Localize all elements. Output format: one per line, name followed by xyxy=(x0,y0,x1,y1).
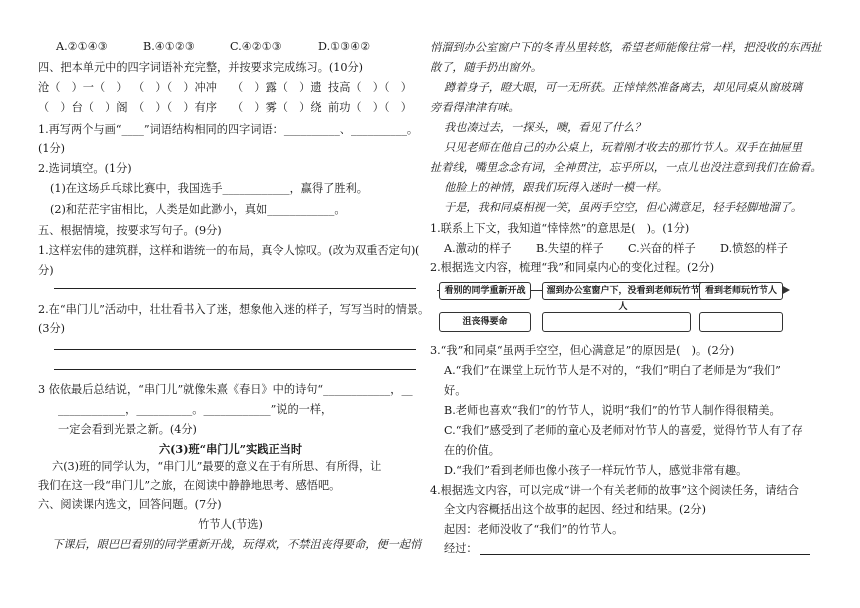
passage-line: 悄溜到办公室窗户下的冬青丛里转悠，希望老师能像往常一样，把没收的东西扯 xyxy=(430,41,822,54)
idiom-5: （ ）台（ ）阁 xyxy=(38,101,128,114)
passage-line: 蹲着身子，瞪大眼，可一无所获。正悻悻然准备离去，却见同桌从窗玻璃 xyxy=(444,81,803,94)
idiom-4: 技高（ ）（ ） xyxy=(328,81,412,94)
idiom-1: 沧（ ）一（ ） xyxy=(38,81,128,94)
r-q3-d: D.“我们”看到老师也像小孩子一样玩竹节人，感觉非常有趣。 xyxy=(444,464,748,477)
q4-2: 2.选词填空。(1分) xyxy=(38,162,132,175)
para-line: 六(3)班的同学认为，“串门儿”最要的意义在于有所思、有所得，让 xyxy=(52,460,382,473)
option-d: D.①③④② xyxy=(318,40,371,53)
emotion-flow-diagram xyxy=(437,282,793,332)
idiom-8: 前功（ ）（ ） xyxy=(328,101,412,114)
q4-title: 四、把本单元中的四字词语补充完整，并按要求完成练习。(10分) xyxy=(38,61,364,74)
passage-line: 下课后，眼巴巴看别的同学重新开战，玩得欢，不禁沮丧得要命，便一起悄 xyxy=(52,538,422,551)
flow-box-blank[interactable] xyxy=(542,312,691,332)
r-q1-option: A.激动的样子 xyxy=(444,242,512,255)
r-q1-option: B.失望的样子 xyxy=(536,242,604,255)
passage-line: 旁看得津津有味。 xyxy=(430,101,520,114)
r-q1-option: C.兴奋的样子 xyxy=(628,242,696,255)
passage-line: 只见老师在他自己的办公桌上，玩着刚才收去的那竹节人。双手在抽屉里 xyxy=(444,141,803,154)
option-a: A.②①④③ xyxy=(56,40,108,53)
answer-line[interactable] xyxy=(480,554,810,555)
q5-3-a: 3 依依最后总结说，“串门儿”就像朱熹《春日》中的诗句“____________，__ xyxy=(38,383,413,396)
flow-box: 溜到办公室窗户下，没看到老师玩竹节人 xyxy=(542,282,704,300)
flow-box: 看别的同学重新开战 xyxy=(439,282,531,300)
q5-2-points: (3分) xyxy=(38,322,66,335)
passage-line: 我也凑过去，一探头，噢，看见了什么？ xyxy=(444,121,646,134)
idiom-6: （ ）（ ）有序 xyxy=(133,101,217,114)
flow-box-blank[interactable] xyxy=(699,312,783,332)
r-q4-mid: 经过： xyxy=(444,542,478,555)
answer-line[interactable] xyxy=(54,349,416,350)
r-q3-a: A.“我们”在课堂上玩竹节人是不对的，“我们”明白了老师是为“我们” xyxy=(444,364,781,377)
q5-3-b: ____________，__________。____________”说的一样， xyxy=(58,403,333,416)
q5-1-points-open: ( xyxy=(415,244,420,257)
answer-line[interactable] xyxy=(54,369,416,370)
q4-1: 1.再写两个与画“____”词语结构相同的四字词语：__________、__________。 xyxy=(38,123,419,136)
passage-line: 于是，我和同桌相视一笑，虽两手空空，但心满意足，轻手轻脚地溜了。 xyxy=(444,201,803,214)
r-q3-a2: 好。 xyxy=(444,384,467,397)
r-q3-b: B.老师也喜欢“我们”的竹节人，说明“我们”的竹节人制作得很精美。 xyxy=(444,404,781,417)
r-q4: 4.根据选文内容，可以完成“讲一个有关老师的故事”这个阅读任务，请结合 xyxy=(430,484,799,497)
flow-box-answer: 沮丧得要命 xyxy=(439,312,531,332)
passage-line: 散了，随手扔出窗外。 xyxy=(430,61,542,74)
q5-3-c: 一定会看到光景之新。(4分) xyxy=(58,423,197,436)
r-q3-c: C.“我们”感受到了老师的童心及老师对竹节人的喜爱，觉得竹节人有了存 xyxy=(444,424,803,437)
passage-title: 竹节人(节选) xyxy=(198,518,263,531)
r-q4-2: 全文内容概括出这个故事的起因、经过和结果。(2分) xyxy=(444,503,706,516)
passage-line: 他脸上的神情，跟我们玩得入迷时一模一样。 xyxy=(444,181,668,194)
q6-title: 六、阅读课内选文，回答问题。(7分) xyxy=(38,498,222,511)
q4-1-points: (1分) xyxy=(38,142,66,155)
flow-box: 看到老师玩竹节人 xyxy=(699,282,783,300)
option-b: B.④①②③ xyxy=(143,40,195,53)
r-q1-option: D.愤怒的样子 xyxy=(720,242,789,255)
r-q2: 2.根据选文内容，梳理“我”和同桌内心的变化过程。(2分) xyxy=(430,261,715,274)
r-q4-start: 起因：老师没收了“我们”的竹节人。 xyxy=(444,523,624,536)
q4-2-b: (2)和茫茫宇宙相比，人类是如此渺小，真如____________。 xyxy=(50,203,346,216)
r-q1: 1.联系上下文，我知道“悻悻然”的意思是( )。(1分) xyxy=(430,222,690,235)
section-heading: 六(3)班“串门儿”实践正当时 xyxy=(158,442,303,456)
answer-line[interactable] xyxy=(54,288,416,289)
r-q3: 3.“我”和同桌“虽两手空空，但心满意足”的原因是( )。(2分) xyxy=(430,344,735,357)
option-c: C.④②①③ xyxy=(230,40,282,53)
q4-2-a: (1)在这场乒乓球比赛中，我国选手____________，赢得了胜利。 xyxy=(50,182,368,195)
idiom-2: （ ）（ ）冲冲 xyxy=(133,81,217,94)
q5-title: 五、根据情境，按要求写句子。(9分) xyxy=(38,224,222,237)
q5-1: 1.这样宏伟的建筑群，这样和谐统一的布局，真令人惊叹。(改为双重否定句) xyxy=(38,244,416,257)
idiom-3: （ ）露（ ）遗 xyxy=(232,81,322,94)
q5-1-points: 分) xyxy=(38,264,54,277)
para-line: 我们在这一段“串门儿”之旅，在阅读中静静地思考、感悟吧。 xyxy=(38,479,341,492)
r-q3-c2: 在的价值。 xyxy=(444,444,500,457)
q5-2: 2.在“串门儿”活动中，壮壮看书入了迷，想象他入迷的样子，写写当时的情景。 xyxy=(38,303,430,316)
idiom-7: （ ）雾（ ）绕 xyxy=(232,101,322,114)
passage-line: 扯着线，嘴里念念有词，全神贯注，忘乎所以，一点儿也没注意到我们在偷看。 xyxy=(430,161,822,174)
